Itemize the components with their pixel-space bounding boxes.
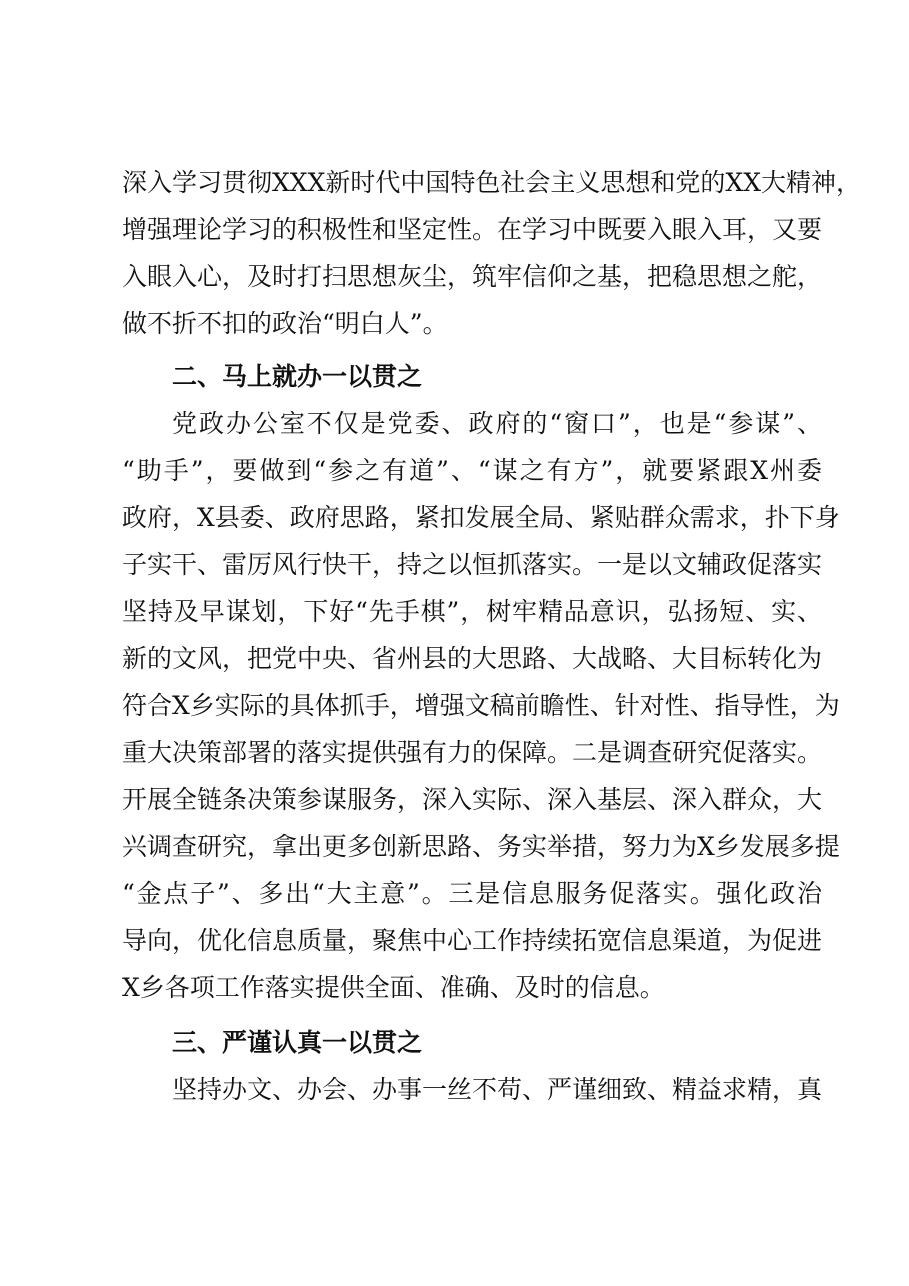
section-heading-2: 二、马上就办一以贯之 [172,362,423,391]
paragraph-line: 开展全链条决策参谋服务，深入实际、深入基层、深入群众，大 [122,785,823,814]
paragraph-line: 深入学习贯彻XXX新时代中国特色社会主义思想和党的XX大精神， [122,168,861,197]
paragraph-line: 坚持及早谋划，下好“先手棋”，树牢精品意识，弘扬短、实、 [122,597,822,626]
section-heading-3: 三、严谨认真一以贯之 [172,1028,423,1057]
paragraph-line: 党政办公室不仅是党委、政府的“窗口”，也是“参谋”、 [172,409,823,438]
paragraph-line: 坚持办文、办会、办事一丝不苟、严谨细致、精益求精，真 [172,1075,823,1104]
paragraph-line: 增强理论学习的积极性和坚定性。在学习中既要入眼入耳，又要 [122,215,823,244]
paragraph-line: 做不折不扣的政治“明白人”。 [122,309,448,338]
paragraph-line: 兴调查研究，拿出更多创新思路、务实举措，努力为X乡发展多提 [122,832,840,861]
paragraph-line: 重大决策部署的落实提供强有力的保障。二是调查研究促落实。 [122,738,823,767]
paragraph-line: 政府，X县委、政府思路，紧扣发展全局、紧贴群众需求，扑下身 [122,503,840,532]
paragraph-line: 新的文风，把党中央、省州县的大思路、大战略、大目标转化为 [122,644,823,673]
paragraph-line: “金点子”、多出“大主意”。三是信息服务促落实。强化政治 [122,879,822,908]
paragraph-line: X乡各项工作落实提供全面、准确、及时的信息。 [122,973,665,1002]
paragraph-1 [122,159,861,347]
paragraph-line: 符合X乡实际的具体抓手，增强文稿前瞻性、针对性、指导性，为 [122,691,840,720]
paragraph-line: “助手”，要做到“参之有道”、“谋之有方”，就要紧跟X州委 [122,456,822,485]
paragraph-line: 子实干、雷厉风行快干，持之以恒抓落实。一是以文辅政促落实 [122,550,823,579]
paragraph-line: 入眼入心，及时打扫思想灰尘，筑牢信仰之基，把稳思想之舵， [122,262,823,291]
paragraph-2 [122,400,840,1011]
paragraph-3 [122,1066,822,1113]
paragraph-line: 导向，优化信息质量，聚焦中心工作持续拓宽信息渠道，为促进 [122,926,823,955]
